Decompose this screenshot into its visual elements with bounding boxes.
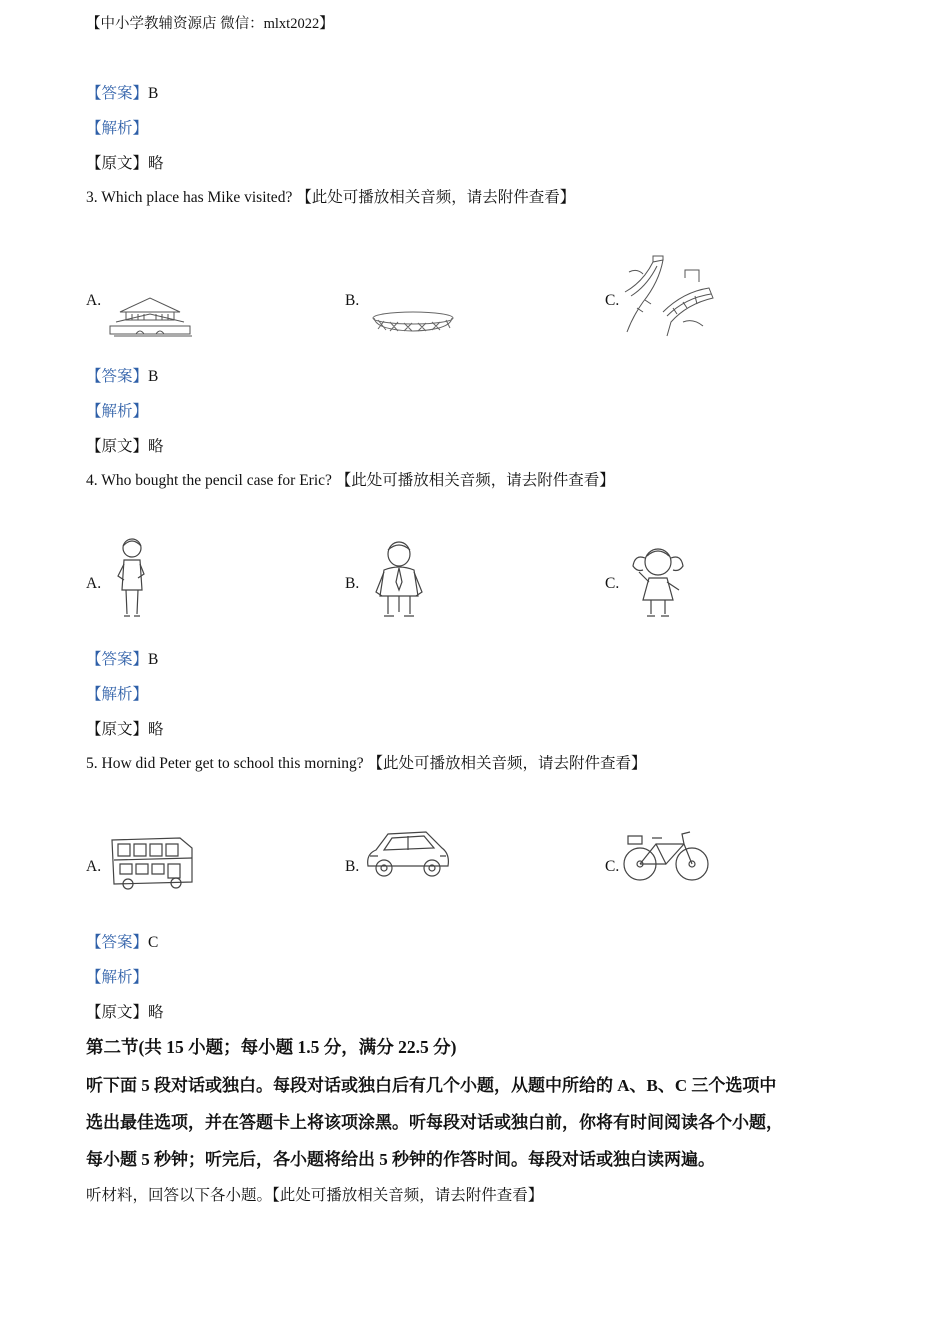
bicycle-icon <box>622 826 710 891</box>
q5-analysis-tag: 【解析】 <box>86 969 149 986</box>
q3-original-row <box>86 434 164 456</box>
q4-original-row <box>86 717 164 739</box>
original-value: 略 <box>148 438 164 455</box>
answer-tag: 【答案】 <box>86 934 149 951</box>
q5-answer-row <box>86 930 158 952</box>
q5-option-c-label: C. <box>605 858 620 875</box>
woman-icon <box>112 534 152 627</box>
page-header: 【中小学教辅资源店 微信：mlxt2022】 <box>86 16 334 32</box>
car-icon <box>362 826 452 891</box>
section-title: 第二节(共 15 小题；每小题 1.5 分，满分 22.5 分) <box>86 1037 457 1057</box>
q2-original-row <box>86 151 164 173</box>
q4-option-c-label: C. <box>605 575 620 592</box>
answer-value: B <box>148 368 159 385</box>
q5-question: 5. How did Peter get to school this morning? 【此处可播放相关音频，请去附件查看】 <box>86 755 647 772</box>
tiananmen-gate-icon <box>106 292 194 343</box>
q3-analysis-tag: 【解析】 <box>86 403 149 420</box>
answer-tag: 【答案】 <box>86 368 149 385</box>
answer-tag: 【答案】 <box>86 651 149 668</box>
instruction-line-3: 每小题 5 秒钟；听完后，各小题将给出 5 秒钟的作答时间。每段对话或独白读两遍。 <box>86 1150 715 1169</box>
double-decker-bus-icon <box>108 834 196 897</box>
original-tag: 【原文】 <box>86 438 149 455</box>
original-tag: 【原文】 <box>86 721 149 738</box>
q2-answer-row <box>86 81 158 103</box>
answer-value: C <box>148 934 159 951</box>
instruction-line-1: 听下面 5 段对话或独白。每段对话或独白后有几个小题，从题中所给的 A、B、C 三个选项中 <box>86 1076 777 1095</box>
q4-option-a-label: A. <box>86 575 102 592</box>
q3-option-c-label: C. <box>605 292 620 309</box>
original-tag: 【原文】 <box>86 1004 149 1021</box>
q2-analysis-tag: 【解析】 <box>86 120 149 137</box>
q4-answer-row <box>86 647 158 669</box>
q4-option-b-label: B. <box>345 575 360 592</box>
q4-analysis-tag: 【解析】 <box>86 686 149 703</box>
instruction-line-2: 选出最佳选项，并在答题卡上将该项涂黑。听每段对话或独白前，你将有时间阅读各个小题， <box>86 1113 783 1132</box>
q3-option-a-label: A. <box>86 292 102 309</box>
answer-tag: 【答案】 <box>86 85 149 102</box>
great-wall-icon <box>623 252 717 343</box>
answer-value: B <box>148 85 159 102</box>
q4-question: 4. Who bought the pencil case for Eric? 【此处可播放相关音频，请去附件查看】 <box>86 472 615 489</box>
q3-question: 3. Which place has Mike visited? 【此处可播放相关音频，请去附件查看】 <box>86 189 576 206</box>
answer-value: B <box>148 651 159 668</box>
original-value: 略 <box>148 155 164 172</box>
q3-option-b-label: B. <box>345 292 360 309</box>
man-in-suit-icon <box>372 538 426 627</box>
original-value: 略 <box>148 721 164 738</box>
q5-option-a-label: A. <box>86 858 102 875</box>
listen-prompt: 听材料，回答以下各小题。【此处可播放相关音频，请去附件查看】 <box>86 1187 544 1204</box>
birds-nest-stadium-icon <box>370 308 456 339</box>
original-tag: 【原文】 <box>86 155 149 172</box>
q5-option-b-label: B. <box>345 858 360 875</box>
original-value: 略 <box>148 1004 164 1021</box>
q5-original-row <box>86 1000 164 1022</box>
q3-answer-row <box>86 364 158 386</box>
girl-icon <box>627 542 689 627</box>
